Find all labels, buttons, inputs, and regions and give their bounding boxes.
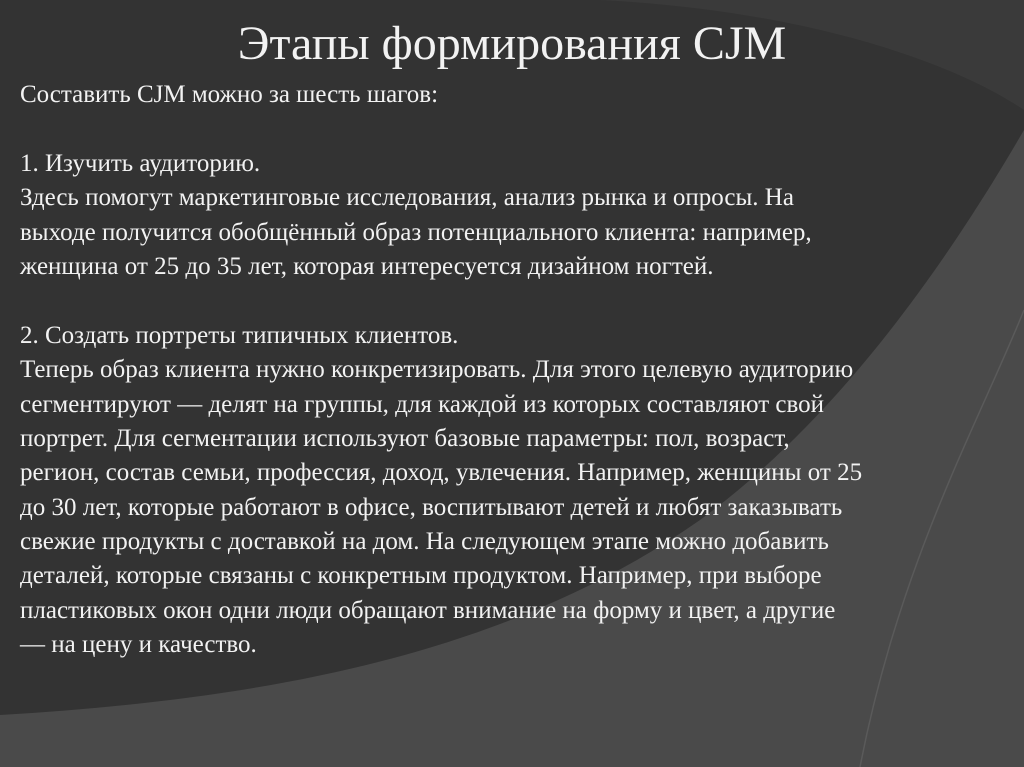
text-line: Составить CJM можно за шесть шагов: [20, 81, 439, 108]
text-line: 2. Создать портреты типичных клиентов. [20, 321, 459, 349]
text-line: Теперь образ клиента нужно конкретизировать. Для этого целевую аудиторию [20, 356, 854, 384]
text-line: свежие продукты с доставкой на дом. На следующем этапе можно добавить [20, 528, 829, 556]
text-line: деталей, которые связаны с конкретным продуктом. Например, при выборе [20, 562, 822, 590]
text-line: до 30 лет, которые работают в офисе, воспитывают детей и любят заказывать [20, 493, 843, 521]
text-line: выходе получится обобщённый образ потенциального клиента: например, [20, 218, 812, 246]
text-line: сегментируют — делят на группы, для каждой из которых составляют свой [20, 390, 824, 418]
slide-body [20, 78, 862, 663]
text-line: женщина от 25 до 35 лет, которая интересуется дизайном ногтей. [20, 252, 714, 280]
text-line: 1. Изучить аудиторию. [20, 149, 261, 177]
text-line: регион, состав семьи, профессия, доход, увлечения. Например, женщины от 25 [20, 459, 863, 487]
slide-title: Этапы формирования CJM [237, 17, 787, 70]
text-line: пластиковых окон одни люди обращают внимание на форму и цвет, а другие [20, 596, 836, 624]
blank-line [20, 284, 862, 318]
text-line: — на цену и качество. [20, 631, 257, 659]
text-line: Здесь помогут маркетинговые исследования, анализ рынка и опросы. На [20, 184, 794, 212]
text-line: портрет. Для сегментации используют базовые параметры: пол, возраст, [20, 424, 790, 452]
blank-line [20, 112, 862, 146]
